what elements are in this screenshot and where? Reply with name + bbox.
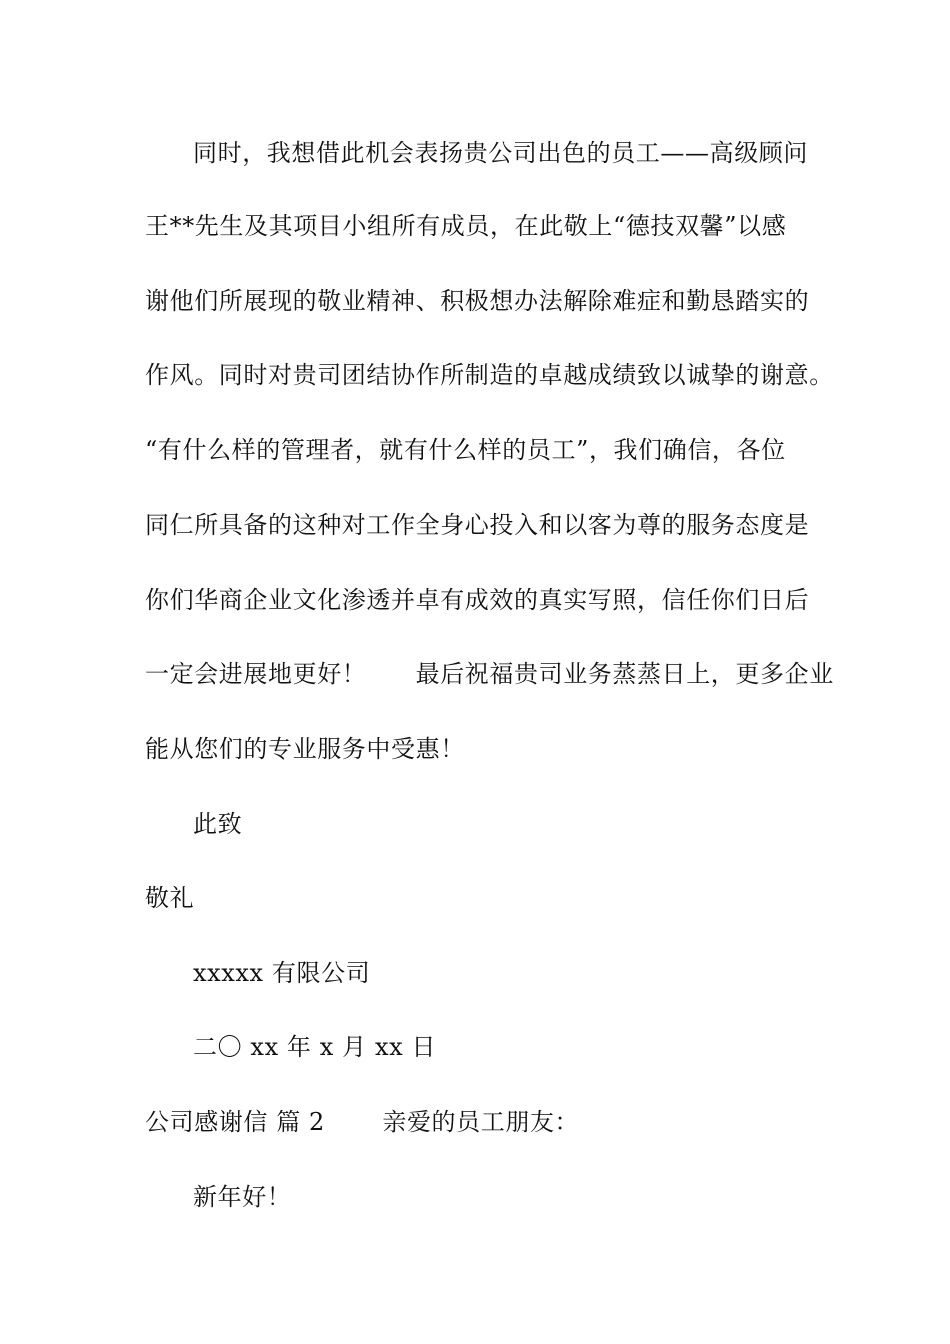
company-name: xxxxx 有限公司 <box>193 959 371 987</box>
paragraph-line-9: 能从您们的专业服务中受惠！ <box>145 735 465 763</box>
paragraph-line-5: “有什么样的管理者，就有什么样的员工”，我们确信，各位 <box>145 436 786 464</box>
paragraph-line-4: 作风。同时对贵司团结协作所制造的卓越成绩致以诚挚的谢意。 <box>145 361 834 389</box>
paragraph-line-2: 王**先生及其项目小组所有成员，在此敬上“德技双馨”以感 <box>145 212 787 240</box>
letter2-heading: 公司感谢信 篇 2 亲爱的员工朋友： <box>145 1108 580 1136</box>
letter-date: 二〇 xx 年 x 月 xx 日 <box>193 1033 437 1061</box>
paragraph-line-3: 谢他们所展现的敬业精神、积极想办法解除难症和勤恳踏实的 <box>145 287 810 315</box>
paragraph-line-7: 你们华商企业文化渗透并卓有成效的真实写照，信任你们日后 <box>145 586 810 614</box>
greeting: 新年好！ <box>193 1183 292 1211</box>
closing-line-1: 此致 <box>193 810 243 838</box>
paragraph-line-6: 同仁所具备的这种对工作全身心投入和以客为尊的服务态度是 <box>145 511 810 539</box>
paragraph-line-1: 同时，我想借此机会表扬贵公司出色的员工——高级顾问 <box>193 139 808 167</box>
paragraph-line-8: 一定会进展地更好！ 最后祝福贵司业务蒸蒸日上，更多企业 <box>145 660 834 688</box>
closing-line-2: 敬礼 <box>145 884 195 912</box>
